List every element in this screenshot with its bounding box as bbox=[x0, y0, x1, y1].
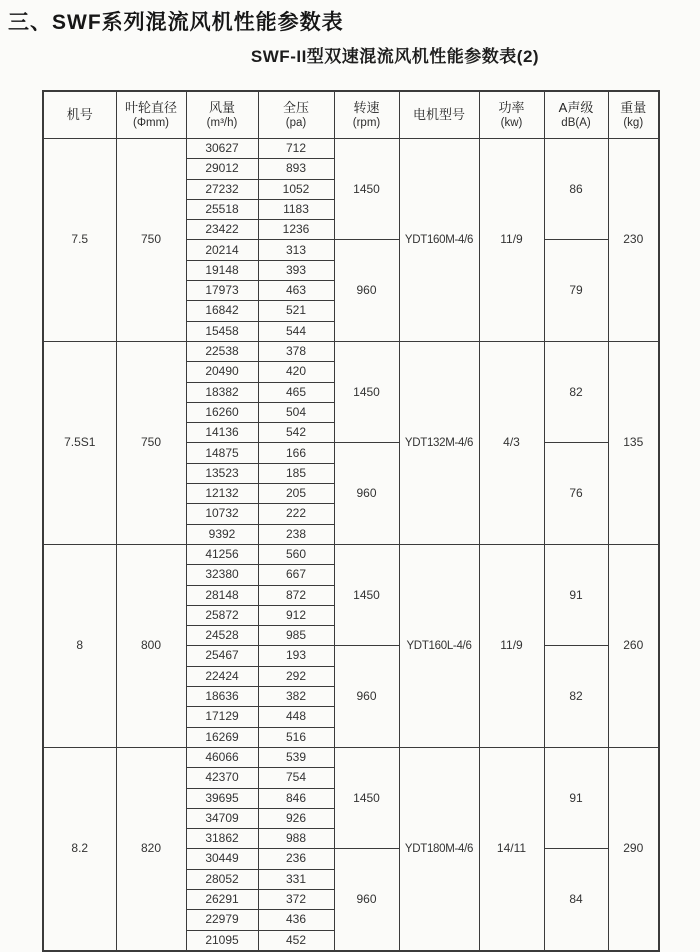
pressure-cell: 238 bbox=[258, 524, 334, 544]
weight-cell: 230 bbox=[608, 139, 659, 342]
rpm-cell: 960 bbox=[334, 240, 399, 341]
noise-level-cell: 79 bbox=[544, 240, 608, 341]
column-header-unit: (Φmm) bbox=[133, 116, 169, 129]
noise-level-cell: 91 bbox=[544, 544, 608, 645]
pressure-cell: 926 bbox=[258, 808, 334, 828]
weight-cell: 290 bbox=[608, 747, 659, 950]
noise-level-cell: 84 bbox=[544, 849, 608, 951]
power-cell: 14/11 bbox=[479, 747, 544, 950]
airflow-cell: 14875 bbox=[186, 443, 258, 463]
column-header-title: 电机型号 bbox=[412, 106, 465, 122]
airflow-cell: 14136 bbox=[186, 423, 258, 443]
pressure-cell: 521 bbox=[258, 301, 334, 321]
column-header-unit: (rpm) bbox=[352, 116, 381, 129]
page-title: 三、SWF系列混流风机性能参数表 bbox=[8, 11, 344, 34]
column-header-3 bbox=[258, 91, 334, 139]
rpm-cell: 960 bbox=[334, 443, 399, 544]
column-header-unit: (kg) bbox=[623, 116, 644, 129]
column-header-6 bbox=[479, 91, 544, 139]
column-header-title: 全压 bbox=[282, 99, 309, 115]
model-cell: 8.2 bbox=[43, 747, 116, 950]
airflow-cell: 18382 bbox=[186, 382, 258, 402]
weight-cell: 260 bbox=[608, 544, 659, 747]
table-header bbox=[43, 91, 659, 139]
airflow-cell: 16260 bbox=[186, 402, 258, 422]
pressure-cell: 988 bbox=[258, 829, 334, 849]
pressure-cell: 504 bbox=[258, 402, 334, 422]
pressure-cell: 712 bbox=[258, 139, 334, 159]
airflow-cell: 20214 bbox=[186, 240, 258, 260]
pressure-cell: 667 bbox=[258, 565, 334, 585]
column-header-1 bbox=[116, 91, 186, 139]
pressure-cell: 166 bbox=[258, 443, 334, 463]
pressure-cell: 893 bbox=[258, 159, 334, 179]
airflow-cell: 42370 bbox=[186, 768, 258, 788]
airflow-cell: 22538 bbox=[186, 341, 258, 361]
airflow-cell: 18636 bbox=[186, 687, 258, 707]
rpm-cell: 960 bbox=[334, 849, 399, 951]
header-row bbox=[43, 91, 659, 139]
column-header-2 bbox=[186, 91, 258, 139]
pressure-cell: 754 bbox=[258, 768, 334, 788]
airflow-cell: 29012 bbox=[186, 159, 258, 179]
rpm-cell: 1450 bbox=[334, 139, 399, 240]
airflow-cell: 28052 bbox=[186, 869, 258, 889]
motor-model-cell: YDT160M-4/6 bbox=[399, 139, 479, 342]
pressure-cell: 1052 bbox=[258, 179, 334, 199]
airflow-cell: 22424 bbox=[186, 666, 258, 686]
column-header-title: 叶轮直径 bbox=[124, 99, 177, 115]
airflow-cell: 22979 bbox=[186, 910, 258, 930]
pressure-cell: 465 bbox=[258, 382, 334, 402]
noise-level-cell: 91 bbox=[544, 747, 608, 848]
diameter-cell: 820 bbox=[116, 747, 186, 950]
pressure-cell: 222 bbox=[258, 504, 334, 524]
airflow-cell: 17129 bbox=[186, 707, 258, 727]
column-header-title: 转速 bbox=[353, 99, 380, 115]
page-subtitle: SWF-II型双速混流风机性能参数表(2) bbox=[250, 47, 540, 66]
airflow-cell: 25872 bbox=[186, 605, 258, 625]
motor-model-cell: YDT180M-4/6 bbox=[399, 747, 479, 950]
noise-level-cell: 82 bbox=[544, 646, 608, 747]
column-header-unit: dB(A) bbox=[561, 116, 591, 129]
pressure-cell: 516 bbox=[258, 727, 334, 747]
pressure-cell: 378 bbox=[258, 341, 334, 361]
power-cell: 11/9 bbox=[479, 544, 544, 747]
column-header-unit: (pa) bbox=[285, 116, 307, 129]
column-header-8 bbox=[608, 91, 659, 139]
model-cell: 7.5 bbox=[43, 139, 116, 342]
airflow-cell: 25518 bbox=[186, 199, 258, 219]
airflow-cell: 17973 bbox=[186, 281, 258, 301]
airflow-cell: 15458 bbox=[186, 321, 258, 341]
pressure-cell: 560 bbox=[258, 544, 334, 564]
pressure-cell: 846 bbox=[258, 788, 334, 808]
column-header-title: 机号 bbox=[66, 106, 93, 122]
airflow-cell: 24528 bbox=[186, 626, 258, 646]
pressure-cell: 448 bbox=[258, 707, 334, 727]
airflow-cell: 19148 bbox=[186, 260, 258, 280]
pressure-cell: 372 bbox=[258, 889, 334, 909]
pressure-cell: 1236 bbox=[258, 220, 334, 240]
rpm-cell: 960 bbox=[334, 646, 399, 747]
airflow-cell: 20490 bbox=[186, 362, 258, 382]
pressure-cell: 872 bbox=[258, 585, 334, 605]
airflow-cell: 28148 bbox=[186, 585, 258, 605]
power-cell: 4/3 bbox=[479, 341, 544, 544]
airflow-cell: 16269 bbox=[186, 727, 258, 747]
diameter-cell: 750 bbox=[116, 139, 186, 342]
pressure-cell: 205 bbox=[258, 484, 334, 504]
pressure-cell: 331 bbox=[258, 869, 334, 889]
airflow-cell: 10732 bbox=[186, 504, 258, 524]
airflow-cell: 27232 bbox=[186, 179, 258, 199]
pressure-cell: 985 bbox=[258, 626, 334, 646]
pressure-cell: 539 bbox=[258, 747, 334, 767]
airflow-cell: 30449 bbox=[186, 849, 258, 869]
noise-level-cell: 86 bbox=[544, 139, 608, 240]
column-header-4 bbox=[334, 91, 399, 139]
column-header-5 bbox=[399, 91, 479, 139]
pressure-cell: 292 bbox=[258, 666, 334, 686]
airflow-cell: 13523 bbox=[186, 463, 258, 483]
power-cell: 11/9 bbox=[479, 139, 544, 342]
noise-level-cell: 82 bbox=[544, 341, 608, 442]
performance-table bbox=[42, 90, 660, 952]
pressure-cell: 313 bbox=[258, 240, 334, 260]
airflow-cell: 32380 bbox=[186, 565, 258, 585]
weight-cell: 135 bbox=[608, 341, 659, 544]
airflow-cell: 46066 bbox=[186, 747, 258, 767]
airflow-cell: 21095 bbox=[186, 930, 258, 951]
column-header-7 bbox=[544, 91, 608, 139]
pressure-cell: 452 bbox=[258, 930, 334, 951]
motor-model-cell: YDT132M-4/6 bbox=[399, 341, 479, 544]
airflow-cell: 39695 bbox=[186, 788, 258, 808]
table-row bbox=[43, 139, 659, 159]
airflow-cell: 30627 bbox=[186, 139, 258, 159]
pressure-cell: 436 bbox=[258, 910, 334, 930]
pressure-cell: 542 bbox=[258, 423, 334, 443]
column-header-0 bbox=[43, 91, 116, 139]
column-header-title: 重量 bbox=[620, 99, 647, 115]
airflow-cell: 41256 bbox=[186, 544, 258, 564]
motor-model-cell: YDT160L-4/6 bbox=[399, 544, 479, 747]
diameter-cell: 750 bbox=[116, 341, 186, 544]
pressure-cell: 382 bbox=[258, 687, 334, 707]
column-header-title: 风量 bbox=[208, 99, 235, 115]
column-header-unit: (m³/h) bbox=[206, 116, 238, 129]
pressure-cell: 463 bbox=[258, 281, 334, 301]
rpm-cell: 1450 bbox=[334, 341, 399, 442]
model-cell: 7.5S1 bbox=[43, 341, 116, 544]
noise-level-cell: 76 bbox=[544, 443, 608, 544]
table-row bbox=[43, 544, 659, 564]
rpm-cell: 1450 bbox=[334, 544, 399, 645]
pressure-cell: 1183 bbox=[258, 199, 334, 219]
table-body bbox=[43, 139, 659, 951]
pressure-cell: 544 bbox=[258, 321, 334, 341]
diameter-cell: 800 bbox=[116, 544, 186, 747]
airflow-cell: 26291 bbox=[186, 889, 258, 909]
airflow-cell: 25467 bbox=[186, 646, 258, 666]
pressure-cell: 185 bbox=[258, 463, 334, 483]
airflow-cell: 31862 bbox=[186, 829, 258, 849]
airflow-cell: 9392 bbox=[186, 524, 258, 544]
airflow-cell: 34709 bbox=[186, 808, 258, 828]
airflow-cell: 16842 bbox=[186, 301, 258, 321]
model-cell: 8 bbox=[43, 544, 116, 747]
table-row bbox=[43, 747, 659, 767]
pressure-cell: 236 bbox=[258, 849, 334, 869]
column-header-title: 功率 bbox=[498, 99, 525, 115]
pressure-cell: 193 bbox=[258, 646, 334, 666]
table-row bbox=[43, 341, 659, 361]
airflow-cell: 12132 bbox=[186, 484, 258, 504]
pressure-cell: 420 bbox=[258, 362, 334, 382]
rpm-cell: 1450 bbox=[334, 747, 399, 848]
pressure-cell: 912 bbox=[258, 605, 334, 625]
column-header-title: A声级 bbox=[558, 99, 594, 115]
airflow-cell: 23422 bbox=[186, 220, 258, 240]
column-header-unit: (kw) bbox=[500, 116, 523, 129]
pressure-cell: 393 bbox=[258, 260, 334, 280]
